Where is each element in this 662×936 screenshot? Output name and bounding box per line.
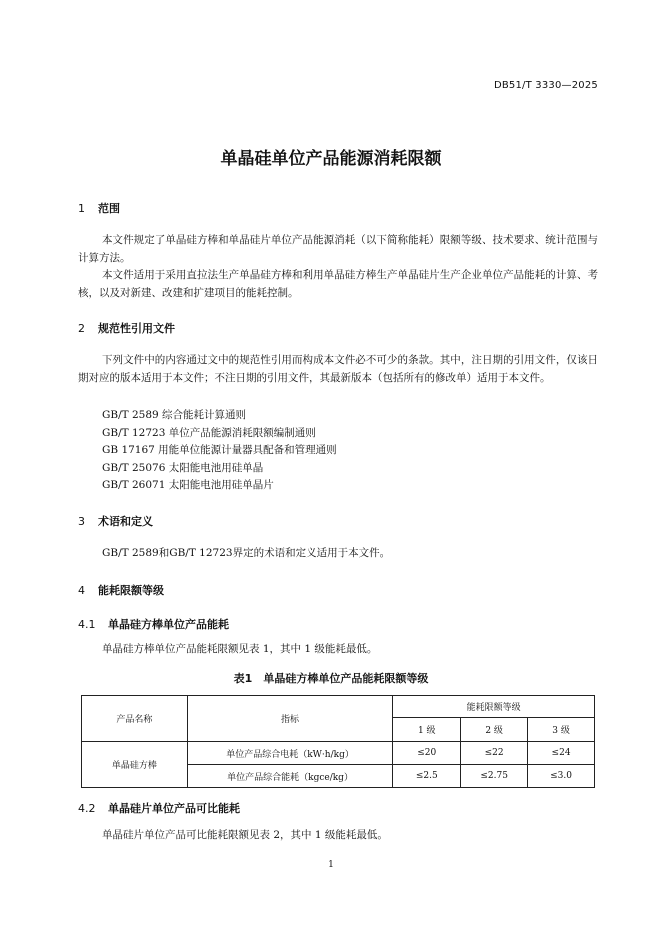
table-row <box>82 742 595 765</box>
section-4-1-heading <box>78 616 229 632</box>
section-title: 范围 <box>98 202 120 215</box>
section-4-2-heading <box>78 800 240 816</box>
value-cell: ≤24 <box>528 742 595 765</box>
section-title: 单晶硅片单位产品可比能耗 <box>108 802 240 815</box>
header-product-name: 产品名称 <box>82 696 188 742</box>
reference-item: GB/T 26071 太阳能电池用硅单晶片 <box>102 479 274 491</box>
section-title: 单晶硅方棒单位产品能耗 <box>108 618 229 631</box>
section-number: 1 <box>78 202 85 215</box>
table-header-row <box>82 696 595 718</box>
reference-item: GB 17167 用能单位能源计量器具配备和管理通则 <box>102 444 337 456</box>
header-level-3: 3 级 <box>528 718 595 742</box>
section-3-heading <box>78 513 153 529</box>
value-cell: ≤22 <box>461 742 528 765</box>
value-cell: ≤2.75 <box>461 765 528 788</box>
section-1-paragraph-1: 本文件规定了单晶硅方棒和单晶硅片单位产品能源消耗（以下简称能耗）限额等级、技术要求、统计范围与计算方法。 <box>78 234 598 264</box>
header-level-1: 1 级 <box>393 718 461 742</box>
value-cell: ≤20 <box>393 742 461 765</box>
section-1-heading <box>78 200 120 216</box>
product-cell: 单晶硅方棒 <box>82 742 188 788</box>
reference-item: GB/T 12723 单位产品能源消耗限额编制通则 <box>102 427 316 439</box>
section-4-heading <box>78 582 164 598</box>
reference-item: GB/T 25076 太阳能电池用硅单晶 <box>102 462 264 474</box>
reference-item: GB/T 2589 综合能耗计算通则 <box>102 409 247 421</box>
section-number: 2 <box>78 322 85 335</box>
header-level-2: 2 级 <box>461 718 528 742</box>
indicator-cell: 单位产品综合电耗（kW·h/kg） <box>187 742 393 765</box>
section-title: 术语和定义 <box>98 515 153 528</box>
section-3-paragraph-1: GB/T 2589和GB/T 12723界定的术语和定义适用于本文件。 <box>102 547 391 559</box>
header-indicator: 指标 <box>187 696 393 742</box>
energy-limit-table <box>81 695 595 788</box>
section-number: 4.2 <box>78 802 96 815</box>
document-code: DB51/T 3330—2025 <box>493 80 598 91</box>
section-number: 4.1 <box>78 618 96 631</box>
section-1-paragraph-2: 本文件适用于采用直拉法生产单晶硅方棒和利用单晶硅方棒生产单晶硅片生产企业单位产品能耗的计算、考核，以及对新建、改建和扩建项目的能耗控制。 <box>78 269 598 299</box>
section-number: 4 <box>78 584 85 597</box>
page-title: 单晶硅单位产品能源消耗限额 <box>220 149 442 169</box>
page-number: 1 <box>328 860 334 870</box>
section-title: 能耗限额等级 <box>98 584 164 597</box>
section-2-paragraph-1: 下列文件中的内容通过文中的规范性引用而构成本文件必不可少的条款。其中，注日期的引用文件，仅该日期对应的版本适用于本文件；不注日期的引用文件，其最新版本（包括所有的修改单）适用于本文件。 <box>78 354 598 384</box>
section-4-1-paragraph: 单晶硅方棒单位产品能耗限额见表 1，其中 1 级能耗最低。 <box>102 643 378 655</box>
section-title: 规范性引用文件 <box>98 322 175 335</box>
value-cell: ≤3.0 <box>528 765 595 788</box>
table-1-caption: 表1 单晶硅方棒单位产品能耗限额等级 <box>233 672 429 685</box>
indicator-cell: 单位产品综合能耗（kgce/kg） <box>187 765 393 788</box>
section-4-2-paragraph: 单晶硅片单位产品可比能耗限额见表 2，其中 1 级能耗最低。 <box>102 829 388 841</box>
header-levels: 能耗限额等级 <box>393 696 595 718</box>
value-cell: ≤2.5 <box>393 765 461 788</box>
section-2-heading <box>78 320 175 336</box>
section-number: 3 <box>78 515 85 528</box>
